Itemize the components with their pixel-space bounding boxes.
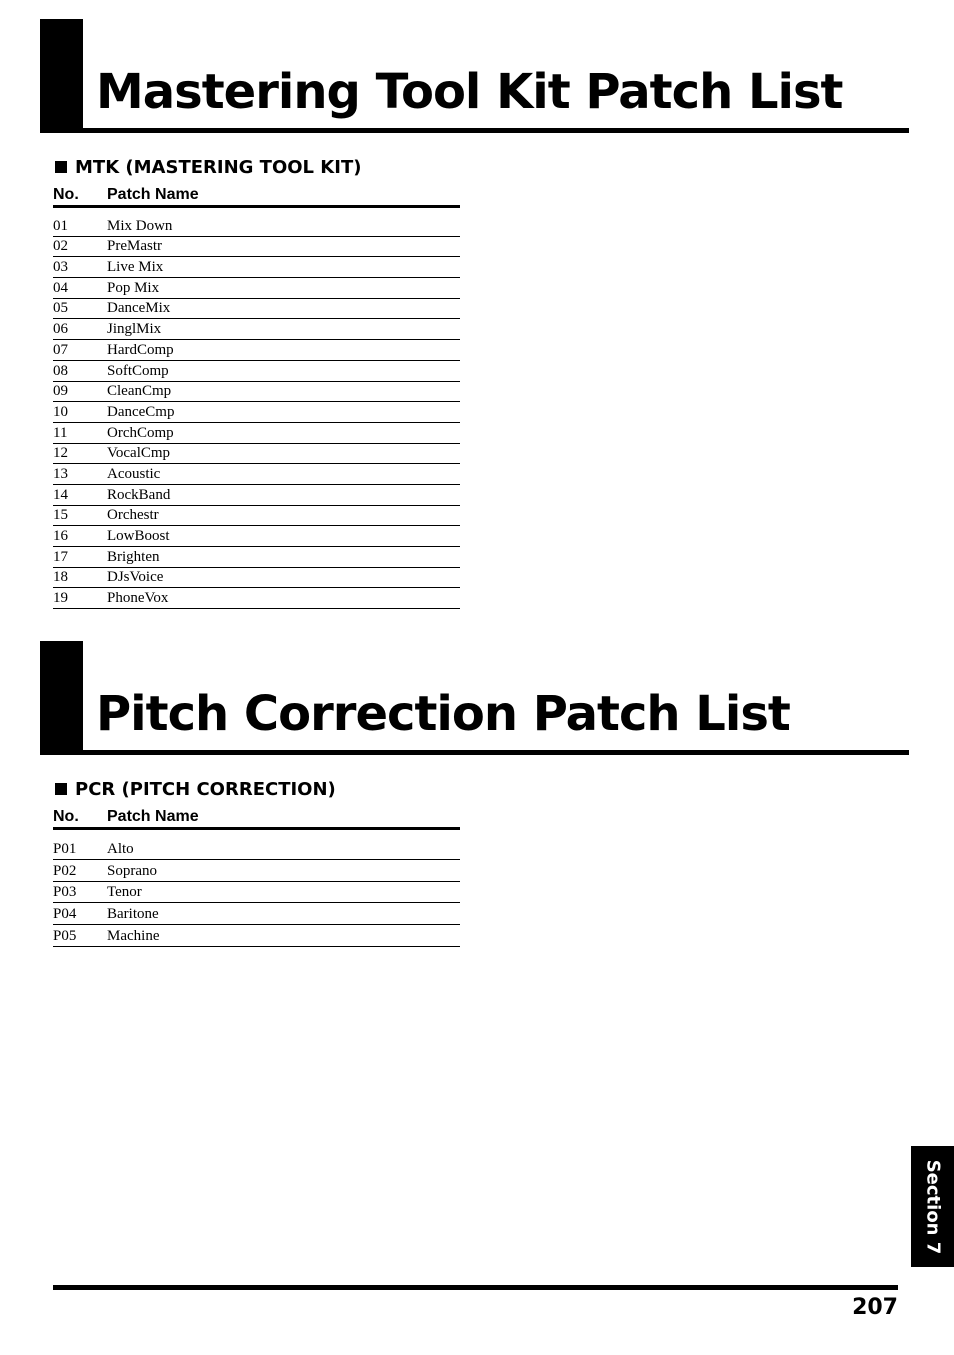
table-row (53, 903, 460, 925)
table-row (53, 278, 460, 299)
table-row (53, 340, 460, 361)
patch-name: JinglMix (107, 321, 162, 338)
patch-name: Mix Down (107, 217, 173, 234)
chapter-title: Mastering Tool Kit Patch List (96, 64, 843, 120)
patch-number: 11 (53, 424, 68, 441)
square-bullet-icon (55, 161, 67, 173)
section-title-text: PCR (PITCH CORRECTION) (75, 779, 336, 800)
table-row (53, 485, 460, 506)
patch-name: SoftComp (107, 362, 169, 379)
table-row (53, 882, 460, 904)
table-row (53, 444, 460, 465)
patch-name: CleanCmp (107, 383, 172, 400)
page-number: 207 (852, 1295, 898, 1320)
patch-number: 15 (53, 507, 68, 524)
patch-name: Machine (107, 927, 160, 944)
patch-number: 16 (53, 528, 68, 544)
table-row (53, 257, 460, 278)
table-row (53, 216, 460, 237)
patch-name: OrchComp (107, 424, 174, 441)
column-header-patch-name: Patch Name (107, 808, 199, 825)
table-row (53, 588, 460, 609)
pcr-section (53, 779, 460, 947)
patch-name: RockBand (107, 486, 171, 503)
patch-name: Tenor (107, 884, 142, 901)
footer-rule (53, 1285, 898, 1290)
patch-name: Orchestr (107, 507, 159, 524)
patch-table (53, 216, 460, 609)
column-header-no: No. (53, 808, 79, 825)
table-row (53, 526, 460, 547)
chapter-rule (40, 128, 909, 133)
patch-number: 02 (53, 238, 68, 255)
patch-table (53, 838, 460, 947)
patch-number: P01 (53, 840, 77, 857)
table-row (53, 506, 460, 527)
patch-number: P03 (53, 884, 77, 901)
section-tab (911, 1146, 954, 1267)
table-row (53, 237, 460, 258)
patch-number: 08 (53, 362, 68, 379)
square-bullet-icon (55, 783, 67, 795)
patch-name: PhoneVox (107, 590, 169, 607)
patch-name: Live Mix (107, 259, 164, 276)
patch-name: Brighten (107, 548, 160, 565)
patch-number: 19 (53, 590, 68, 607)
patch-number: P05 (53, 927, 77, 944)
patch-number: 07 (53, 341, 68, 358)
patch-number: 06 (53, 321, 68, 338)
chapter-title: Pitch Correction Patch List (96, 686, 790, 742)
patch-number: 14 (53, 486, 68, 503)
patch-name: PreMastr (107, 238, 162, 255)
patch-number: P02 (53, 862, 77, 879)
table-row (53, 568, 460, 589)
patch-number: 01 (53, 217, 68, 234)
chapter-bar (40, 19, 83, 133)
patch-number: 18 (53, 569, 68, 586)
table-row (53, 838, 460, 860)
patch-name: HardComp (107, 341, 174, 358)
table-row (53, 361, 460, 382)
section-title (53, 157, 460, 179)
table-row (53, 860, 460, 882)
patch-name: Acoustic (107, 465, 161, 482)
table-header (53, 808, 460, 830)
table-row (53, 299, 460, 320)
section-title (53, 779, 460, 801)
patch-name: DanceMix (107, 300, 171, 317)
chapter-header-pitch (40, 641, 909, 755)
table-row (53, 925, 460, 947)
section-tab-label: Section 7 (922, 1159, 943, 1254)
column-header-patch-name: Patch Name (107, 186, 199, 203)
patch-name: DJsVoice (107, 569, 164, 586)
chapter-header-mastering (40, 19, 909, 133)
section-title-text: MTK (MASTERING TOOL KIT) (75, 157, 362, 178)
patch-number: 17 (53, 548, 68, 565)
table-row (53, 402, 460, 423)
table-row (53, 547, 460, 568)
mtk-section (53, 157, 460, 609)
patch-number: P04 (53, 906, 77, 923)
patch-number: 10 (53, 403, 68, 420)
patch-name: Pop Mix (107, 279, 160, 296)
table-row (53, 319, 460, 340)
patch-name: Alto (107, 840, 134, 857)
patch-name: Baritone (107, 906, 159, 923)
chapter-rule (40, 750, 909, 755)
patch-number: 09 (53, 383, 68, 400)
table-row (53, 382, 460, 403)
patch-name: Soprano (107, 862, 157, 879)
table-row (53, 464, 460, 485)
patch-name: VocalCmp (107, 445, 171, 462)
table-row (53, 423, 460, 444)
patch-number: 13 (53, 465, 68, 482)
patch-number: 03 (53, 259, 68, 276)
patch-number: 04 (53, 279, 68, 296)
patch-number: 12 (53, 445, 68, 462)
table-header (53, 186, 460, 208)
column-header-no: No. (53, 186, 79, 203)
patch-number: 05 (53, 300, 68, 317)
patch-name: DanceCmp (107, 403, 175, 420)
patch-name: LowBoost (107, 528, 170, 544)
chapter-bar (40, 641, 83, 755)
